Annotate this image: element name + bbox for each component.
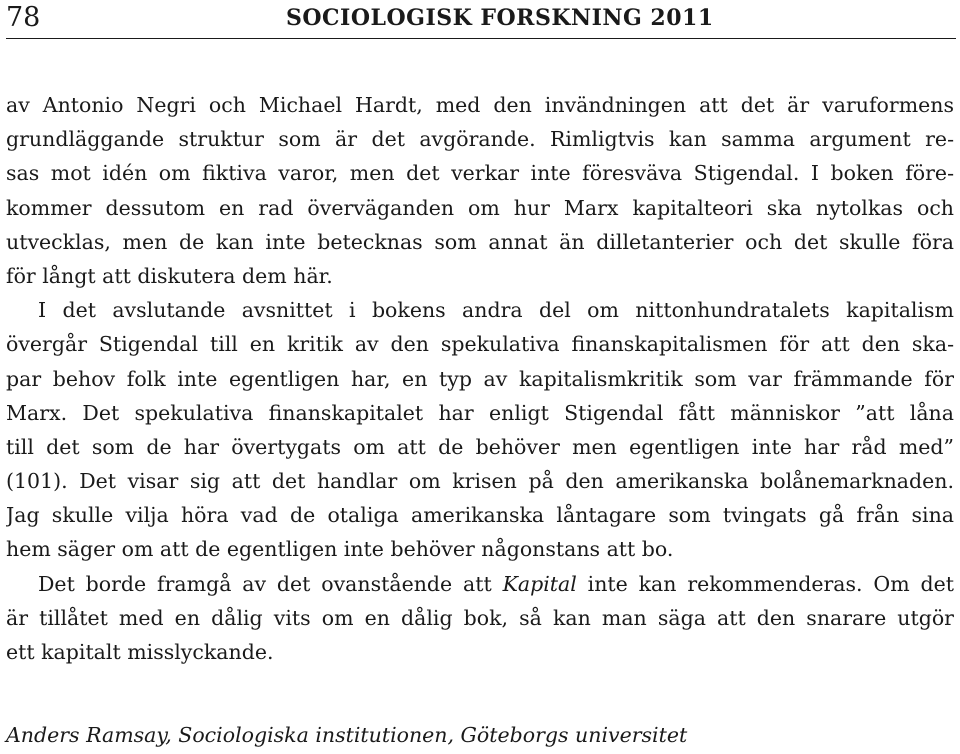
author-signature: Anders Ramsay, Sociologiska institutionen, Göteborgs universitet: [6, 723, 688, 747]
page-number: 78: [6, 2, 41, 33]
text-line: [6, 567, 954, 601]
text-line: övergår Stigendal till en kritik av den spekulativa finanskapitalismen för att den ska-: [6, 332, 954, 357]
text-line: par behov folk inte egentligen har, en typ av kapitalismkritik som var främmande för: [6, 366, 954, 391]
text-line: utvecklas, men de kan inte betecknas som annat än dilletanterier och det skulle föra: [6, 229, 954, 254]
text-line: (101). Det visar sig att det handlar om krisen på den amerikanska bolånemarknaden.: [6, 469, 954, 494]
text-fragment: inte kan rekommenderas. Om det: [576, 571, 954, 596]
review-body-text: [6, 88, 954, 669]
text-line: grundläggande struktur som är det avgörande. Rimligtvis kan samma argument re-: [6, 127, 954, 152]
text-line: hem säger om att de egentligen inte behöver någonstans att bo.: [6, 537, 674, 562]
text-fragment: Det borde framgå av det ovanstående att: [38, 571, 503, 596]
text-line: är tillåtet med en dålig vits om en dålig bok, så kan man säga att den snarare utgör: [6, 605, 954, 630]
text-line: för långt att diskutera dem här.: [6, 263, 333, 288]
text-line: ett kapitalt misslyckande.: [6, 640, 274, 664]
book-title-italic: Kapital: [502, 571, 577, 596]
text-line: Jag skulle vilja höra vad de otaliga amerikanska låntagare som tvingats gå från sina: [6, 503, 954, 528]
text-line: av Antonio Negri och Michael Hardt, med den invändningen att det är varuformens: [6, 93, 954, 117]
text-line: Marx. Det spekulativa finanskapitalet har enligt Stigendal fått människor ”att låna: [6, 400, 954, 425]
running-header: [6, 0, 956, 39]
journal-title: SOCIOLOGISK FORSKNING 2011: [286, 5, 714, 31]
text-line: sas mot idén om fiktiva varor, men det verkar inte föresväva Stigendal. I boken före-: [6, 161, 954, 186]
text-line: till det som de har övertygats om att de behöver men egentligen inte har råd med”: [6, 434, 954, 459]
text-line: I det avslutande avsnittet i bokens andra del om nittonhundratalets kapitalism: [38, 298, 954, 323]
text-line: kommer dessutom en rad överväganden om hur Marx kapitalteori ska nytolkas och: [6, 195, 954, 220]
